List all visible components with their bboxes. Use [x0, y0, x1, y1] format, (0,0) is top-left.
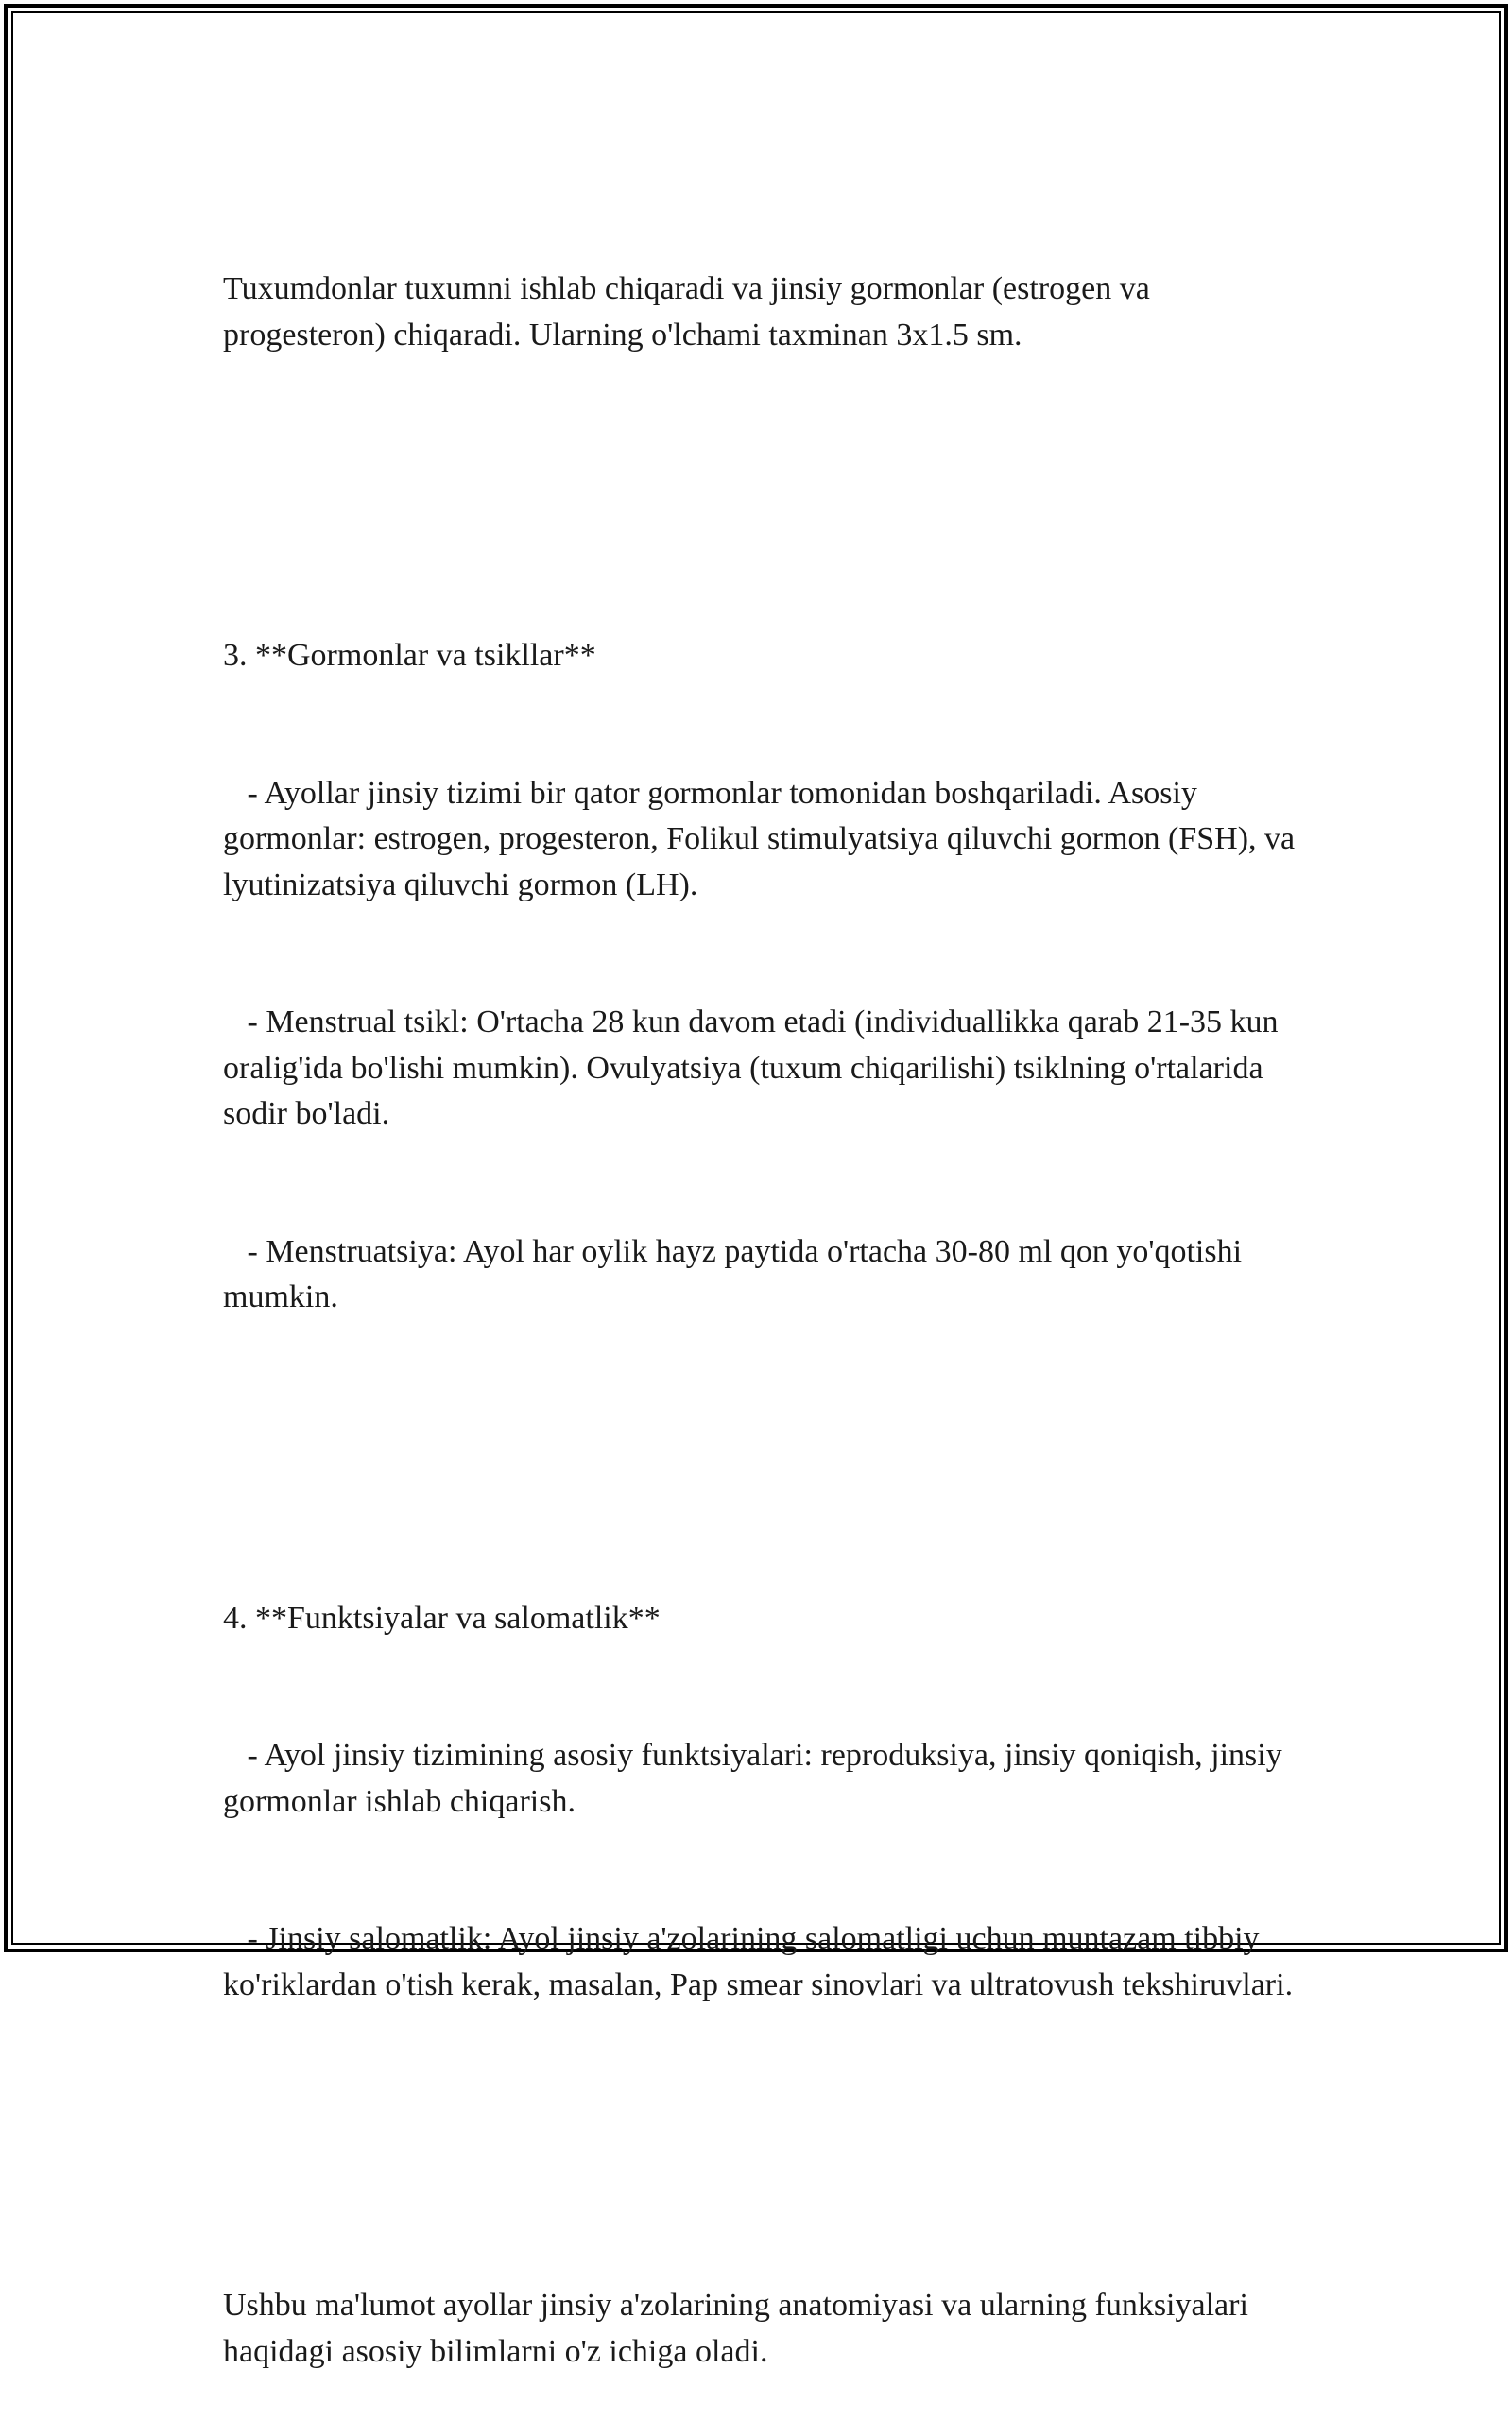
section-3-heading: 3. **Gormonlar va tsikllar**	[223, 638, 596, 673]
section-3-item-hormones: - Ayollar jinsiy tizimi bir qator gormonlar tomonidan boshqariladi. Asosiy gormonlar: estrogen, progesteron, Folikul stimulyatsiya qiluvchi gormon (FSH), va lyutinizatsiya qiluvchi gormon (LH).	[223, 775, 1303, 902]
intro-paragraph: Tuxumdonlar tuxumni ishlab chiqaradi va jinsiy gormonlar (estrogen va progesteron) chiqaradi. Ularning o'lchami taxminan 3x1.5 sm.	[223, 271, 1159, 352]
section-3-item-menstruation: - Menstruatsiya: Ayol har oylik hayz paytida o'rtacha 30-80 ml qon yo'qotishi mumkin.	[223, 1233, 1250, 1314]
document-body	[223, 175, 1303, 2421]
paragraph-spacer	[223, 450, 1300, 496]
paragraph-spacer	[223, 2100, 1300, 2146]
section-3-item-menstrual-cycle: - Menstrual tsikl: O'rtacha 28 kun davom etadi (individuallikka qarab 21-35 kun oralig'ida bo'lishi mumkin). Ovulyatsiya (tuxum chiqarilishi) tsiklning o'rtalarida sodir bo'ladi.	[223, 1004, 1287, 1131]
section-4-item-health: - Jinsiy salomatlik: Ayol jinsiy a'zolarining salomatligi uchun muntazam tibbiy ko'riklardan o'tish kerak, masalan, Pap smear sinovlari va ultratovush tekshiruvlari.	[223, 1921, 1294, 2002]
section-4-heading: 4. **Funktsiyalar va salomatlik**	[223, 1600, 661, 1636]
conclusion-paragraph: Ushbu ma'lumot ayollar jinsiy a'zolarining anatomiyasi va ularning funksiyalari haqidagi asosiy bilimlarni o'z ichiga oladi.	[223, 2288, 1257, 2369]
paragraph-spacer	[223, 1413, 1300, 1459]
section-4-item-functions: - Ayol jinsiy tizimining asosiy funktsiyalari: reproduksiya, jinsiy qoniqish, jinsiy gormonlar ishlab chiqarish.	[223, 1738, 1291, 1819]
